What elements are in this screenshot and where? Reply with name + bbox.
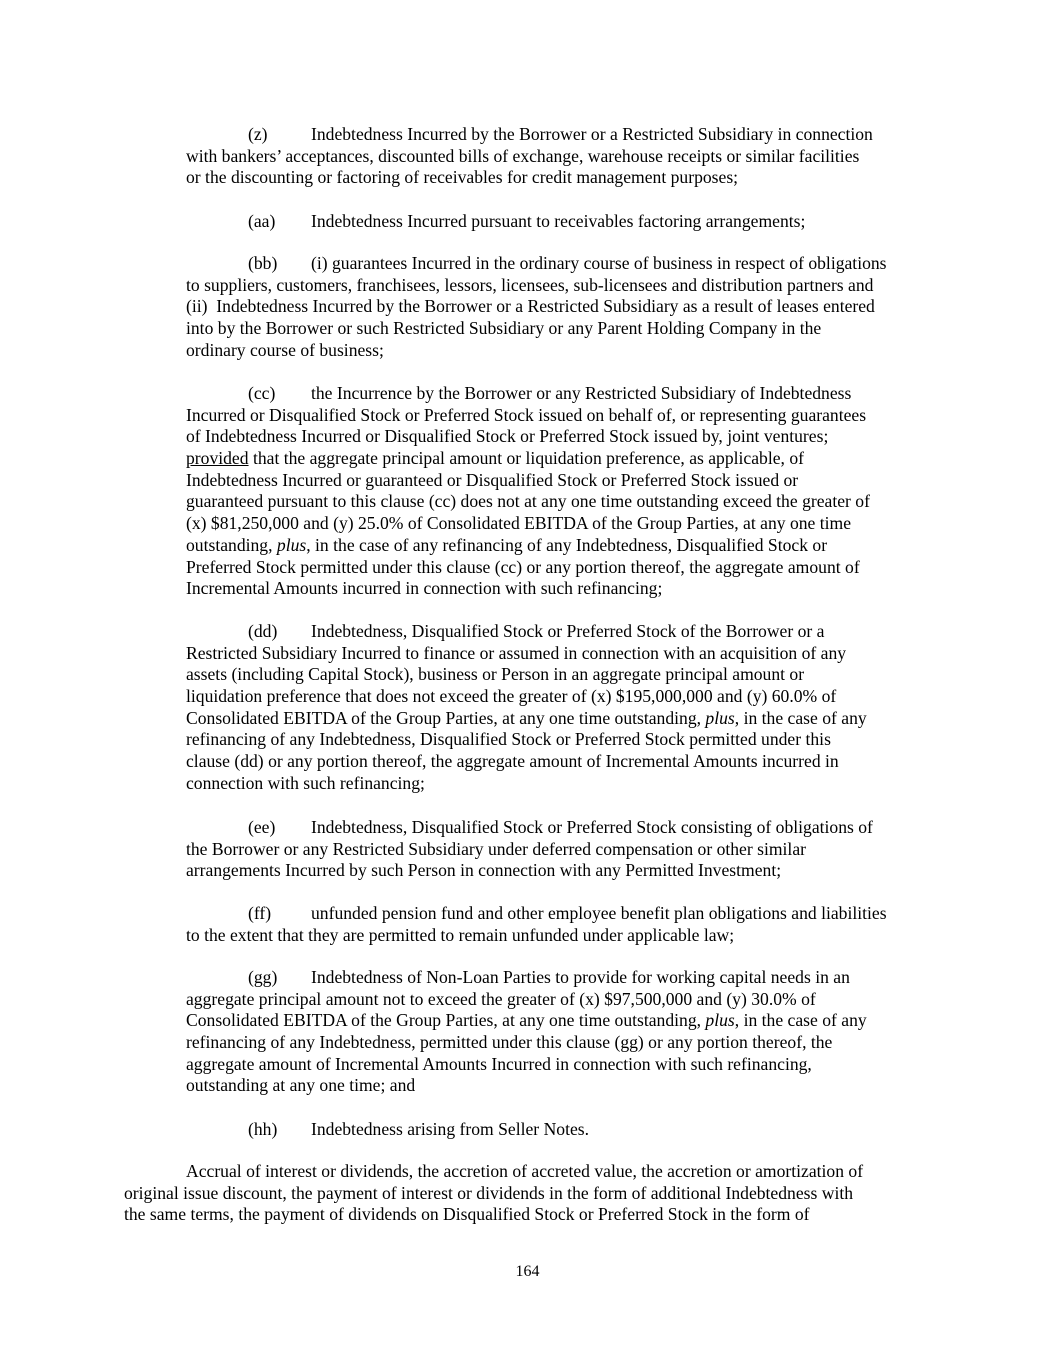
underlined-text: provided	[186, 448, 249, 469]
clause-label: (aa)	[248, 211, 276, 231]
paragraph-line: the same terms, the payment of dividends on Disqualified Stock or Preferred Stock in the form of	[124, 1204, 810, 1225]
clause-line: connection with such refinancing;	[186, 772, 425, 793]
italic-text: plus	[705, 1010, 735, 1031]
clause-line: assets (including Capital Stock), business or Person in an aggregate principal amount or	[186, 664, 805, 685]
clause-line	[186, 448, 946, 470]
clause-line: ordinary course of business;	[186, 339, 384, 360]
clause-bb	[186, 253, 946, 361]
text-segment: , in the case of any	[734, 707, 867, 728]
clause-line	[186, 1010, 946, 1032]
clause-line: to suppliers, customers, franchisees, lessors, licensees, sub-licensees and distribution partners and	[186, 274, 874, 295]
clause-label: (ee)	[248, 817, 276, 837]
text-segment: , in the case of any refinancing of any Indebtedness, Disqualified Stock or	[306, 534, 828, 555]
clause-line	[186, 621, 946, 643]
clause-text: Indebtedness Incurred by the Borrower or a Restricted Subsidiary in connection	[311, 124, 873, 144]
clause-line: Incurred or Disqualified Stock or Preferred Stock issued on behalf of, or representing guarantees	[186, 404, 867, 425]
clause-line	[186, 124, 946, 146]
clause-label: (dd)	[248, 621, 278, 641]
clause-line: liquidation preference that does not exceed the greater of (x) $195,000,000 and (y) 60.0% of	[186, 686, 837, 707]
clause-line	[186, 383, 946, 405]
clause-text: Indebtedness, Disqualified Stock or Preferred Stock consisting of obligations of	[311, 817, 873, 837]
clause-text: Indebtedness, Disqualified Stock or Preferred Stock of the Borrower or a	[311, 621, 825, 641]
closing-paragraph	[124, 1161, 884, 1226]
clause-line: the Borrower or any Restricted Subsidiary under deferred compensation or other similar	[186, 838, 806, 859]
clause-line: refinancing of any Indebtedness, permitted under this clause (gg) or any portion thereof, the	[186, 1032, 833, 1053]
clause-line: aggregate amount of Incremental Amounts Incurred in connection with such refinancing,	[186, 1053, 812, 1074]
clause-line	[186, 817, 946, 839]
page-number: 164	[515, 1263, 540, 1280]
clause-line: arrangements Incurred by such Person in connection with any Permitted Investment;	[186, 860, 782, 881]
clause-label: (gg)	[248, 967, 278, 987]
clause-text: unfunded pension fund and other employee benefit plan obligations and liabilities	[311, 903, 887, 923]
clause-hh	[186, 1119, 946, 1141]
clause-line: Restricted Subsidiary Incurred to finance or assumed in connection with an acquisition of any	[186, 642, 847, 663]
clause-ee	[186, 817, 946, 882]
clause-label: (ff)	[248, 903, 272, 923]
clause-aa	[186, 211, 946, 233]
clause-line: (ii) Indebtedness Incurred by the Borrower or a Restricted Subsidiary as a result of leases entered	[186, 296, 875, 317]
clause-line	[186, 253, 946, 275]
text-segment: that the aggregate principal amount or liquidation preference, as applicable, of	[248, 448, 804, 469]
clause-label: (bb)	[248, 253, 278, 273]
text-segment: Consolidated EBITDA of the Group Parties, at any one time outstanding,	[186, 707, 706, 728]
text-segment: , in the case of any	[734, 1010, 867, 1031]
clause-line: Preferred Stock permitted under this clause (cc) or any portion thereof, the aggregate amount of	[186, 556, 860, 577]
clause-line	[186, 708, 946, 730]
clause-line: Incremental Amounts incurred in connection with such refinancing;	[186, 578, 663, 599]
clause-cc	[186, 383, 946, 600]
paragraph-line: original issue discount, the payment of interest or dividends in the form of additional Indebtedness with	[124, 1182, 854, 1203]
clause-line: outstanding at any one time; and	[186, 1075, 416, 1096]
clause-label: (hh)	[248, 1119, 278, 1139]
clause-text: the Incurrence by the Borrower or any Restricted Subsidiary of Indebtedness	[311, 383, 852, 403]
clause-line: aggregate principal amount not to exceed the greater of (x) $97,500,000 and (y) 30.0% of	[186, 988, 816, 1009]
clause-text: (i) guarantees Incurred in the ordinary course of business in respect of obligations	[311, 253, 887, 273]
clause-z	[186, 124, 946, 189]
clause-line: Indebtedness Incurred or guaranteed or Disqualified Stock or Preferred Stock issued or	[186, 469, 799, 490]
clause-line: into by the Borrower or such Restricted Subsidiary or any Parent Holding Company in the	[186, 318, 822, 339]
clause-line	[186, 903, 946, 925]
italic-text: plus	[276, 534, 307, 555]
clause-label: (cc)	[248, 383, 276, 403]
clause-label: (z)	[248, 124, 268, 144]
clause-line: to the extent that they are permitted to remain unfunded under applicable law;	[186, 924, 735, 945]
clause-gg	[186, 967, 946, 1097]
clause-text: Indebtedness Incurred pursuant to receivables factoring arrangements;	[311, 211, 806, 231]
clause-line: with bankers’ acceptances, discounted bills of exchange, warehouse receipts or similar facilities	[186, 145, 860, 166]
clause-line: refinancing of any Indebtedness, Disqualified Stock or Preferred Stock permitted under this	[186, 729, 831, 750]
italic-text: plus	[705, 707, 735, 728]
clause-line: (x) $81,250,000 and (y) 25.0% of Consolidated EBITDA of the Group Parties, at any one time	[186, 513, 852, 534]
clause-dd	[186, 621, 946, 795]
clause-line	[186, 967, 946, 989]
clause-line	[186, 211, 946, 233]
clause-text: Indebtedness arising from Seller Notes.	[311, 1119, 590, 1139]
paragraph-line: Accrual of interest or dividends, the accretion of accreted value, the accretion or amortization of	[186, 1161, 864, 1181]
clause-line: clause (dd) or any portion thereof, the aggregate amount of Incremental Amounts incurred in	[186, 751, 839, 772]
clause-text: Indebtedness of Non-Loan Parties to provide for working capital needs in an	[311, 967, 850, 987]
clause-line: of Indebtedness Incurred or Disqualified Stock or Preferred Stock issued by, joint ventures;	[186, 426, 829, 447]
text-segment: outstanding,	[186, 534, 277, 555]
clause-line	[186, 535, 946, 557]
text-segment: Consolidated EBITDA of the Group Parties, at any one time outstanding,	[186, 1010, 706, 1031]
clause-line: guaranteed pursuant to this clause (cc) does not at any one time outstanding exceed the greater of	[186, 491, 870, 512]
clause-line: or the discounting or factoring of receivables for credit management purposes;	[186, 167, 739, 188]
clause-ff	[186, 903, 946, 946]
clause-line	[186, 1119, 946, 1141]
